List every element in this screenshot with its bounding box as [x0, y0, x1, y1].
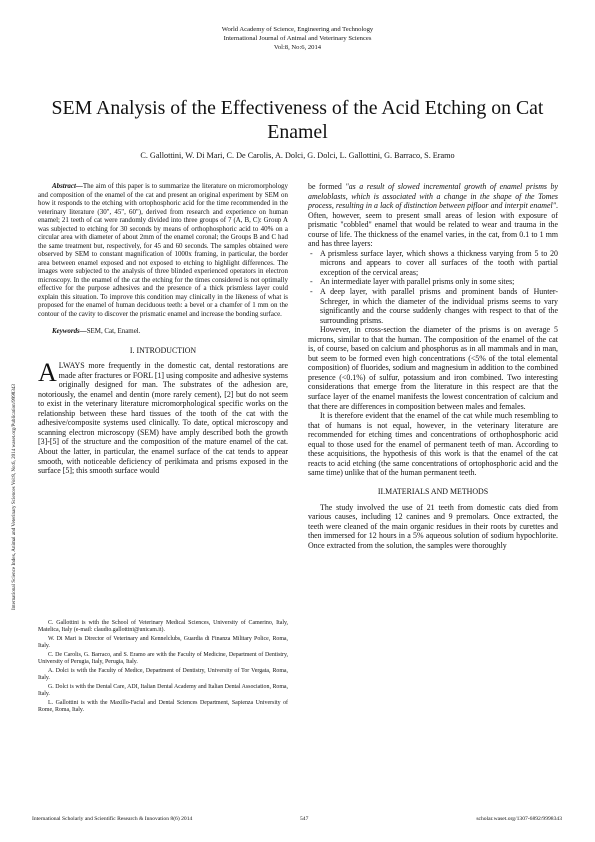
left-column [38, 182, 288, 476]
lead-word: LWAYS [58, 361, 85, 371]
footnote: G. Dolci is with the Dental Care, ADI, Italian Dental Academy and Italian Dental Association, Roma, Italy. [38, 684, 288, 698]
list-item-text: A deep layer, with parallel prisms and prominent bands of Hunter-Schreger, in which the diameter of the individual prisms seems to vary significantly and the course suddenly changes with respect to that of the surrounding prisms. [320, 287, 558, 325]
list-item-text: An intermediate layer with parallel prisms only in some sites; [320, 277, 515, 287]
introduction-text: more frequently in the domestic cat, dental restorations are made after fractures or FORL [1] using composite and adhesive systems originally designed for man. The substrates of the adhesion are, notoriously, the enamel and dentin (more rarely cement), [2] but do not seem to exist in the veterinary literature micromorphological specific works on the relationship between these hard tissues of the tooth of the cat with the adhesive/composite systems used clinically. To date, optical microscopy and scanning electron microscopy (SEM) have amply described both the growth [3]-[5] of the structure and the composition of the mature enamel of the cat. About the latter, in particular, the enamel surface of the cat tends to appear smooth, with noticeable deficiency of perikimata and prisms exposed in the surface [5]; this smooth surface would [38, 361, 288, 476]
author-footnotes [38, 620, 288, 716]
section-initial: M [449, 486, 458, 496]
footer-link[interactable]: scholar.waset.org/1307-6892/9998343 [476, 816, 562, 822]
footnote: A. Dolci is with the Faculty of Medice, Department of Dentistry, University of Tor Vergata, Roma, Italy. [38, 668, 288, 682]
list-item-text: A prismless surface layer, which shows a thickness varying from 5 to 20 microns and appears to cover all surfaces of the tooth with partial exception of the cervical areas; [320, 248, 558, 277]
introduction-paragraph [38, 358, 288, 476]
journal-header-line: World Academy of Science, Engineering and Technology [221, 26, 374, 33]
sidebar-citation-text: International Science Index, Animal and Veterinary Sciences Vol:8, No:6, 2014 waset.org/Publication/9998343 [11, 384, 17, 610]
page-number: 547 [300, 816, 309, 822]
body-paragraph: It is therefore evident that the enamel of the cat while much resembling to that of humans is not equal, however, in the veterinary literature are recommended for etching times and concentrations of orthophosphoric acid equal to those used for the enamel of permanent teeth of man. According to these acquisitions, the hypothesis of this work is that the enamel of the cat reacts to acid etching (the same concentrations of ortophosphoric acid and the same time) unlike that of the human permanent teeth. [308, 411, 558, 478]
footnote: C. Gallottini is with the School of Veterinary Medical Sciences, University of Camerino, Italy, Matelica, Italy (e-mail: claudio.gallottini@unicam.it). [38, 620, 288, 634]
paper-title: SEM Analysis of the Effectiveness of the Acid Etching on Cat Enamel [51, 97, 544, 143]
abstract-label: Abstract [52, 182, 76, 190]
right-column [308, 182, 558, 550]
list-bullet: - [310, 277, 313, 287]
keywords-label: Keywords [52, 327, 80, 335]
quotation: "as a result of slowed incremental growth of enamel prisms by ameloblasts, which is associated with a change in the shape of the Tomes process, resulting in a lack of distinction between pifloor and interpit enamel" [308, 182, 559, 211]
section-heading-materials-methods [308, 487, 558, 497]
journal-header-line: International Journal of Animal and Veterinary Sciences [223, 35, 372, 43]
list-item [308, 249, 558, 278]
keywords [38, 327, 288, 337]
section-title-rest: ETHODS [457, 486, 489, 496]
footer-publisher: International Scholarly and Scientific Research & Innovation 8(6) 2014 [32, 816, 193, 822]
section-heading-introduction [38, 346, 288, 356]
sidebar-citation [4, 300, 18, 610]
section-title-rest: NTRODUCTION [139, 345, 197, 355]
section-initial: M [385, 486, 393, 496]
footnote: C. De Carolis, G. Barraco, and S. Eramo are with the Faculty of Medicine, Department of Dentistry, University of Perugia, Italy, Perugia, Italy. [38, 652, 288, 666]
list-item [308, 287, 558, 325]
body-paragraph: The study involved the use of 21 teeth from domestic cats died from various causes, including 12 canines and 9 premolars. Once extracted, the teeth were cleaned of the main organic residues in their roots by curettes and then immersed for 12 hours in a 5% aqueous solution of sodium hypochlorite. Once extracted from the solution, the samples were thoroughly [308, 502, 558, 550]
enamel-paragraph [308, 182, 558, 249]
abstract-dash: — [75, 182, 83, 190]
list-item [308, 277, 558, 287]
abstract-text: The aim of this paper is to summarize the literature on micromorphology and composition of the enamel of the cat and present an original experiment by SEM on how it responds to the etching with ortophosphoric acid for the time recommended in the veterinary literature (30", 45", 60"), derived from research and experience on human enamel; 21 teeth of cat were randomly divided into three groups of 7 (A, B, C): Group A was subjected to etching for 30 seconds by means of orthophosphoric acid to 40% on a circular area with diameter of about 2mm of the enamel coronal; the Groups B and C had the same treatment but, respectively, for 45 and 60 seconds. The samples obtained were observed by SEM to constant magnification of 1000x framing, in particular, the border area between enamel exposed and not exposed to etching to highlight differences. The images were subjected to the analysis of three blinded experienced operators in electron microscopy. In the enamel of the cat the etching for the times considered is not optimally effective for the purpose adhesives and the presence of a thick prismless layer could explain this situation. To improve this condition may clinically in the likeness of what is proposed for the enamel of human deciduous teeth: a bevel or a chamfer of 1 mm on the contour of the cavity to discover the prismatic enamel and increase the bonding surface. [38, 182, 288, 318]
body-paragraph: However, in cross-section the diameter of the prisms is on average 5 microns, similar to that the human. The composition of the enamel of the cat is, of course, based on calcium and phosphorus as in all mammals and in man, but seem to be formed even high concentrations (<5% of the total elemental composition) of fluorides, sodium and magnesium in addition to the combined presence (<0.1%) of sulfur, potassium and iron combined. Two interesting considerations that emerge from the literature in this respect are that the surface layer of the enamel manifests the lowest concentration of calcium and that there are differences in composition between males and females. [308, 325, 558, 411]
keywords-text: SEM, Cat, Enamel. [86, 327, 141, 335]
author-list: C. Gallottini, W. Di Mari, C. De Carolis, A. Dolci, G. Dolci, L. Gallottini, G. Barraco, S. Eramo [140, 151, 455, 160]
footnote: L. Gallottini is with the Maxillo-Facial and Dental Sciences Department, Sapienza University of Rome, Roma, Italy. [38, 700, 288, 714]
list-bullet: - [310, 248, 313, 258]
section-title-part: ATERIALS AND [392, 486, 450, 496]
section-initial: I [136, 345, 140, 355]
journal-header-line: Vol:8, No:6, 2014 [273, 44, 322, 52]
paragraph-end: . Often, however, seem to present small areas of lesion with exposure of prismatic "cobbled" enamel that would be related to wear and trauma in the course of life. The thickness of the enamel varies, in the cat, from 0.1 to 1 mm and has three layers: [308, 201, 558, 249]
abstract [38, 182, 288, 318]
footnote: W. Di Mari is Director of Veterinary and Kennelclubs, Guardia di Finanza Military Police, Roma, Italy. [38, 636, 288, 650]
paragraph-start: be formed [308, 182, 346, 191]
keywords-dash: — [79, 327, 87, 335]
journal-header [0, 25, 595, 53]
drop-cap: A [38, 358, 57, 388]
section-number: I. [129, 345, 137, 355]
section-number: II. [377, 486, 386, 496]
list-bullet: - [310, 287, 313, 297]
